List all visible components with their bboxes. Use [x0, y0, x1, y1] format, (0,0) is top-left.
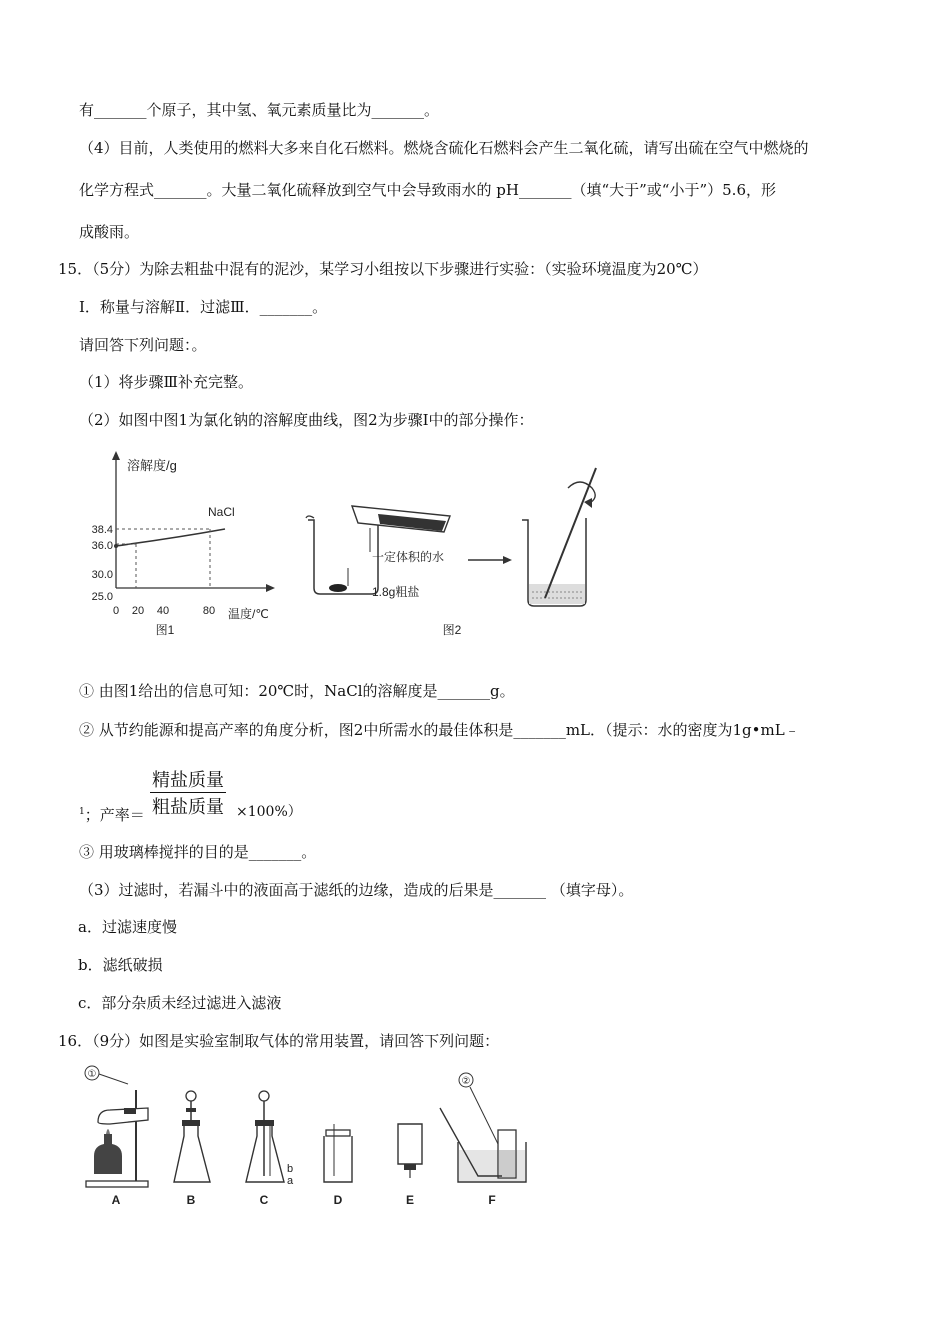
stopper-b	[182, 1120, 200, 1126]
bottle-d-mouth	[326, 1130, 350, 1136]
left-beaker-spout	[306, 516, 314, 518]
bottle-e-mouth	[404, 1164, 416, 1170]
yield-formula-line	[79, 802, 145, 825]
question-16-stem: 16．（9分）如图是实验室制取气体的常用装置，请回答下列问题：	[58, 1032, 500, 1050]
curve-label: NaCl	[208, 505, 235, 519]
x-tick-80: 80	[202, 605, 216, 617]
solubility-chart-figure	[80, 448, 295, 644]
yield-fraction	[150, 766, 226, 819]
flask-c	[246, 1122, 284, 1182]
x-tick-0: 0	[112, 605, 120, 617]
apparatus-c	[246, 1091, 294, 1207]
stir-arrow-head	[584, 498, 592, 508]
x-tick-40: 40	[156, 605, 170, 617]
crude-salt-pile	[329, 584, 347, 592]
label-d: D	[333, 1193, 343, 1207]
y-tick-38-4: 38.4	[91, 524, 113, 536]
circle-label-1: ①	[87, 1069, 97, 1080]
question-15-part3: （3）过滤时，若漏斗中的液面高于滤纸的边缘，造成的后果是_______ （填字母）。	[79, 881, 634, 899]
text-line-fuel: （4）目前，人类使用的燃料大多来自化石燃料。燃烧含硫化石燃料会产生二氧化硫，请写出硫在空气中燃烧的	[79, 139, 809, 157]
question-15-sub1: ① 由图1给出的信息可知：20℃时，NaCl的溶解度是_______g。	[79, 682, 515, 700]
curve-start-point	[114, 544, 118, 548]
fraction-denominator: 粗盐质量	[152, 797, 224, 818]
circle-label-2: ②	[461, 1076, 471, 1087]
left-beaker	[308, 518, 378, 594]
port-a-label: a	[287, 1175, 294, 1187]
process-arrow-head	[503, 556, 512, 564]
label-b: B	[186, 1193, 196, 1207]
funnel-b-valve	[186, 1108, 196, 1112]
apparatus-f	[440, 1073, 526, 1207]
apparatus-b	[174, 1091, 210, 1207]
yield-prefix: ；产率＝	[84, 806, 145, 824]
water-label: 一定体积的水	[372, 550, 445, 564]
label-f: F	[488, 1193, 496, 1207]
fraction-numerator: 精盐质量	[152, 770, 224, 791]
y-axis-label: 溶解度/g	[127, 458, 177, 473]
nacl-curve	[116, 529, 225, 546]
pointer-2	[470, 1087, 498, 1144]
test-tube	[98, 1108, 148, 1124]
y-axis-arrow	[112, 451, 120, 460]
apparatus-d	[324, 1124, 352, 1207]
text-line-acid-rain: 成酸雨。	[79, 223, 140, 241]
glass-rod	[545, 468, 596, 598]
label-c: C	[259, 1193, 269, 1207]
fraction-suffix: ×100%）	[236, 804, 302, 820]
y-tick-30-0: 30.0	[91, 569, 113, 581]
pointer-1	[99, 1074, 128, 1084]
figure2-caption: 图2	[442, 623, 462, 637]
question-15-steps: I．称量与溶解Ⅱ．过滤Ⅲ．_______。	[79, 298, 328, 316]
apparatus-a	[85, 1066, 148, 1207]
funnel-c-top	[259, 1091, 269, 1101]
text-line-equation: 化学方程式_______。大量二氧化硫释放到空气中会导致雨水的 pH_______（填“大于”或“小于”）5.6，形	[79, 181, 776, 199]
x-axis-label: 温度/℃	[228, 607, 269, 621]
alcohol-lamp	[94, 1134, 122, 1174]
salt-label: 1.8g粗盐	[372, 585, 420, 599]
funnel-b-top	[186, 1091, 196, 1101]
right-beaker-solution	[529, 584, 585, 604]
question-15-sub2: ② 从节约能源和提高产率的角度分析，图2中所需水的最佳体积是_______mL．（提示：水的密度为1g•mL﹣	[79, 721, 800, 739]
text-line-atoms: 有_______个原子，其中氢、氧元素质量比为_______。	[79, 101, 440, 119]
stopper-c	[255, 1120, 274, 1126]
option-a: a．过滤速度慢	[78, 918, 177, 936]
unit-exponent: 1	[79, 807, 85, 817]
label-a: A	[111, 1193, 121, 1207]
label-e: E	[405, 1193, 415, 1207]
question-15-stem: 15．（5分）为除去粗盐中混有的泥沙，某学习小组按以下步骤进行实验：（实验环境温度为20℃）	[58, 260, 708, 278]
flask-b	[174, 1122, 210, 1182]
question-15-part1: （1）将步骤Ⅲ补充完整。	[79, 373, 254, 391]
x-tick-20: 20	[131, 605, 145, 617]
bottle-e	[398, 1124, 422, 1164]
question-15-prompt: 请回答下列问题：。	[79, 336, 207, 354]
option-b: b．滤纸破损	[78, 956, 163, 974]
y-tick-36-0: 36.0	[91, 540, 113, 552]
iron-stand-base	[86, 1181, 148, 1187]
figure1-caption: 图1	[155, 623, 175, 637]
question-15-part2: （2）如图中图1为氯化钠的溶解度曲线，图2为步骤Ⅰ中的部分操作：	[79, 411, 534, 429]
apparatus-e	[398, 1124, 422, 1207]
gas-jar-water	[499, 1150, 515, 1177]
lamp-flame	[106, 1129, 110, 1134]
y-tick-25-0: 25.0	[91, 591, 113, 603]
bottle-d	[324, 1136, 352, 1182]
x-axis-arrow	[266, 584, 275, 592]
clamp	[124, 1108, 136, 1114]
dissolving-operation-figure	[300, 448, 620, 644]
option-c: c．部分杂质未经过滤进入滤液	[78, 994, 282, 1012]
gas-apparatus-figure	[78, 1064, 538, 1216]
question-15-sub3: ③ 用玻璃棒搅拌的目的是_______。	[79, 843, 317, 861]
port-b-label: b	[287, 1163, 294, 1175]
